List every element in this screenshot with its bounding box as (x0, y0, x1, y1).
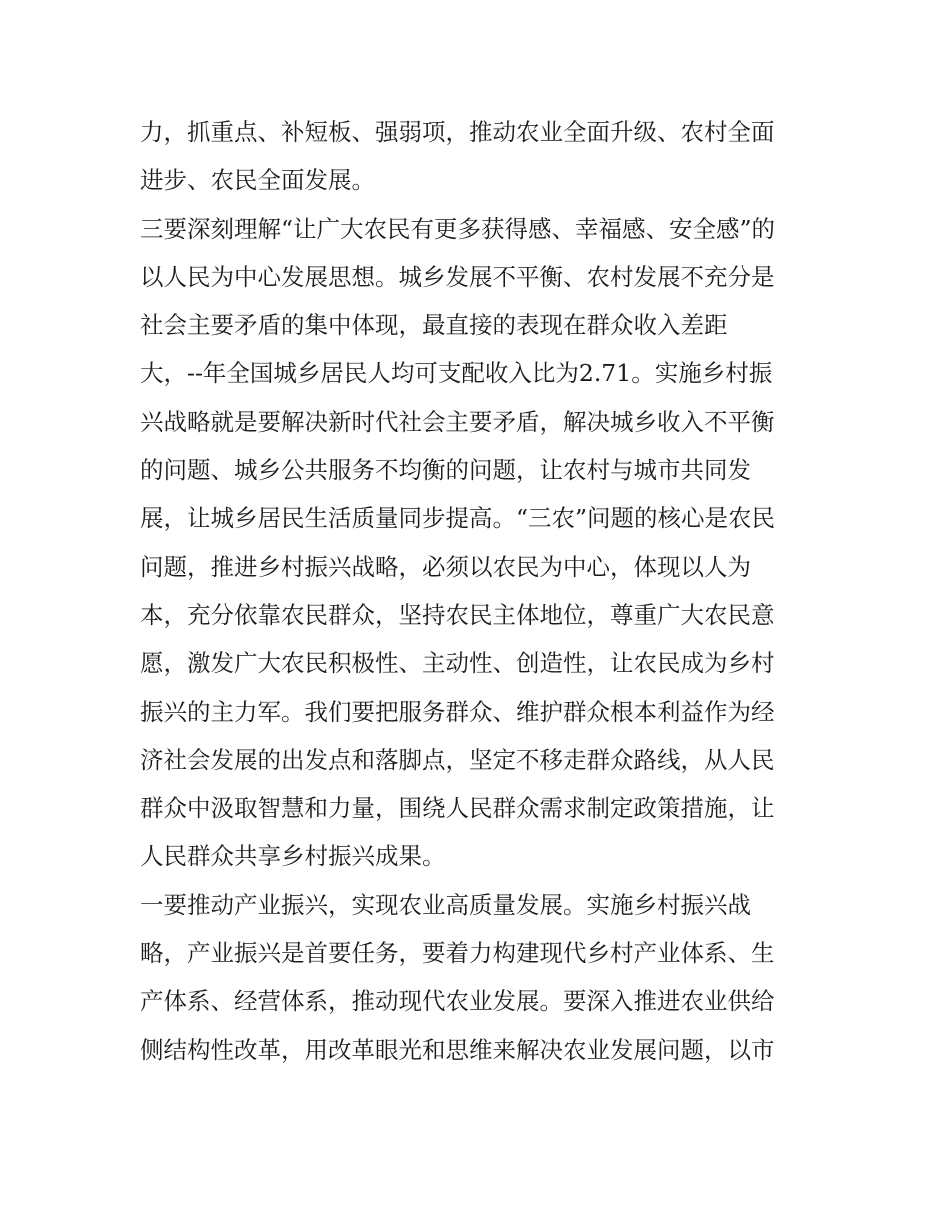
text-line: 人民群众共享乡村振兴成果。 (140, 842, 446, 871)
text-line: 兴战略就是要解决新时代社会主要矛盾，解决城乡收入不平衡 (140, 407, 775, 436)
text-line: 三要深刻理解“让广大农民有更多获得感、幸福感、安全感”的 (140, 214, 776, 243)
text-line: 问题，推进乡村振兴战略，必须以农民为中心，体现以人为 (140, 552, 751, 581)
text-line: 的问题、城乡公共服务不均衡的问题，让农村与城市共同发 (140, 456, 751, 485)
text-line: 济社会发展的出发点和落脚点，坚定不移走群众路线，从人民 (140, 745, 775, 774)
text-line: 以人民为中心发展思想。城乡发展不平衡、农村发展不充分是 (140, 262, 775, 291)
text-line: 群众中汲取智慧和力量，围绕人民群众需求制定政策措施，让 (140, 794, 775, 823)
text-line: 产体系、经营体系，推动现代农业发展。要深入推进农业供给 (140, 987, 775, 1016)
text-line: 略，产业振兴是首要任务，要着力构建现代乡村产业体系、生 (140, 939, 775, 968)
text-line: 力，抓重点、补短板、强弱项，推动农业全面升级、农村全面 (140, 118, 775, 146)
text-line: 社会主要矛盾的集中体现，最直接的表现在群众收入差距 (140, 311, 728, 340)
text-line: 愿，激发广大农民积极性、主动性、创造性，让农民成为乡村 (140, 649, 775, 678)
text-line: 大，--年全国城乡居民人均可支配收入比为2.71。实施乡村振 (140, 359, 773, 388)
text-line: 本，充分依靠农民群众，坚持农民主体地位，尊重广大农民意 (140, 600, 775, 629)
text-line: 侧结构性改革，用改革眼光和思维来解决农业发展问题，以市 (140, 1035, 775, 1064)
text-line: 一要推动产业振兴，实现农业高质量发展。实施乡村振兴战 (140, 890, 751, 919)
body-text (140, 108, 830, 1074)
text-line: 进步、农民全面发展。 (140, 166, 375, 195)
text-line: 振兴的主力军。我们要把服务群众、维护群众根本利益作为经 (140, 697, 775, 726)
text-line: 展，让城乡居民生活质量同步提高。“三农”问题的核心是农民 (140, 504, 776, 533)
